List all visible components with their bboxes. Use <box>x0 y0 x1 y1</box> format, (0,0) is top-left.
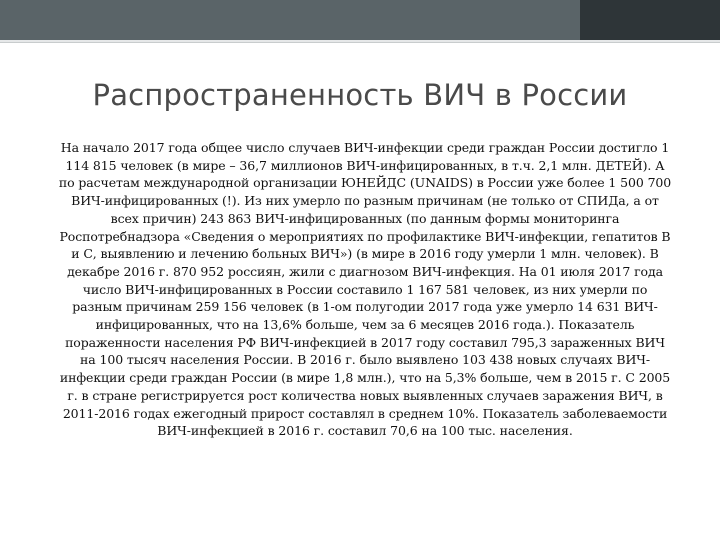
slide-body-text: На начало 2017 года общее число случаев ВИЧ-инфекции среди граждан России достигло 1 114 815 человек (в мире – 36,7 миллионов ВИЧ-инфицированных, в т.ч. 2,1 млн. ДЕТЕЙ). А по расчетам международной организации ЮНЕЙДС (UNAIDS) в России уже более 1 500 700 ВИЧ-инфицированных (!). Из них умерло по разным причинам (не только от СПИДа, а от всех причин) 243 863 ВИЧ-инфицированных (по данным формы мониторинга Роспотребнадзора «Сведения о мероприятиях по профилактике ВИЧ-инфекции, гепатитов В и С, выявлению и лечению больных ВИЧ») (в мире в 2016 году умерли 1 млн. человек). В декабре 2016 г. 870 952 россиян, жили с диагнозом ВИЧ-инфекция. На 01 июля 2017 года число ВИЧ-инфицированных в России составило 1 167 581 человек, из них умерли по разным причинам 259 156 человек (в 1-ом полугодии 2017 года уже умерло 14 631 ВИЧ-инфицированных, что на 13,6% больше, чем за 6 месяцев 2016 года.). Показатель пораженности населения РФ ВИЧ-инфекцией в 2017 году составил 795,3 зараженных ВИЧ на 100 тысяч населения России. В 2016 г. было выявлено 103 438 новых случаях ВИЧ-инфекции среди граждан России (в мире 1,8 млн.), что на 5,3% больше, чем в 2015 г. С 2005 г. в стране регистрируется рост количества новых выявленных случаев заражения ВИЧ, в 2011-2016 годах ежегодный прирост составлял в среднем 10%. Показатель заболеваемости ВИЧ-инфекцией в 2016 г. составил 70,6 на 100 тыс. населения. <box>58 140 672 439</box>
header-divider-line <box>0 42 720 43</box>
slide-title: Распространенность ВИЧ в России <box>92 78 628 112</box>
header-accent-block <box>580 0 720 40</box>
